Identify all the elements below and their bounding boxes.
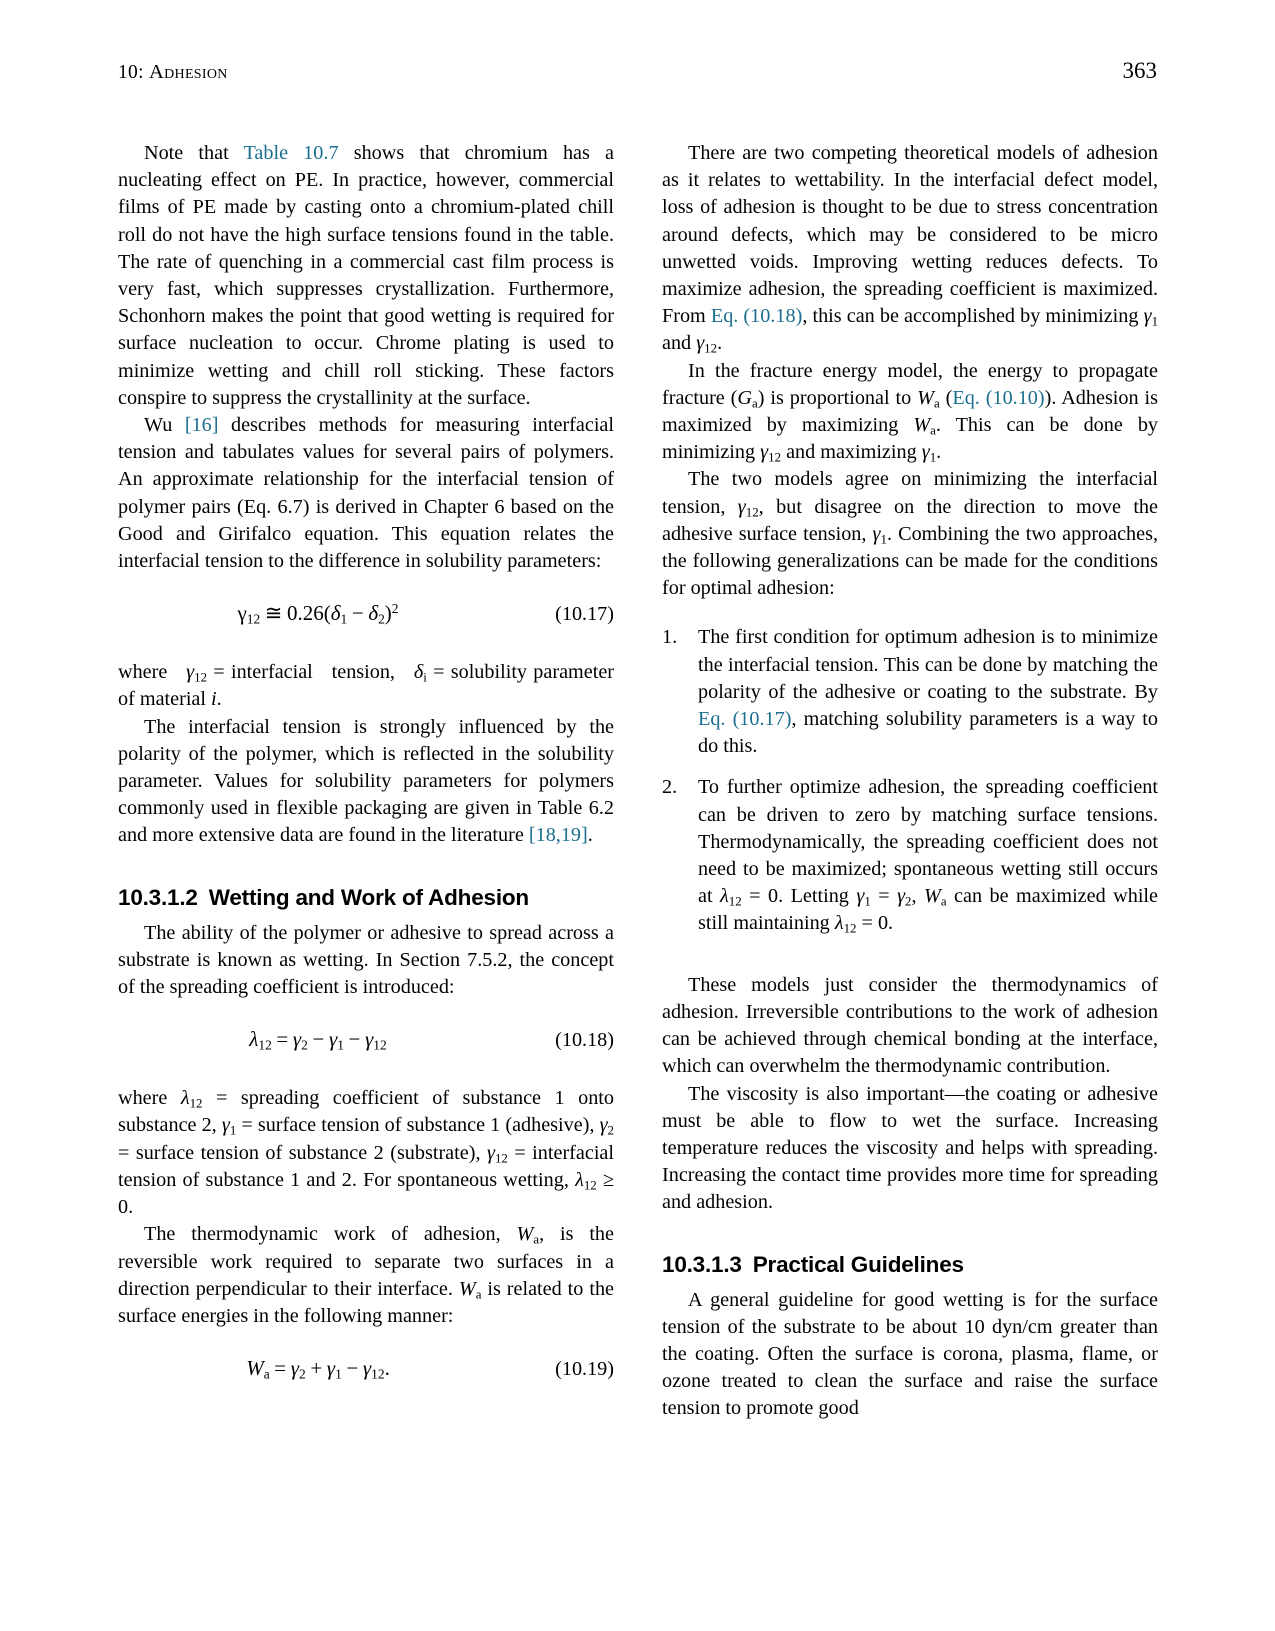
list-item: 2. To further optimize adhesion, the spreading coefficient can be driven to zero by matching surface tensions. Thermodynamically, the spreading coefficient does not need to be maximized; spontaneous wetting still occurs at $\lambda_{12} = 0$. Letting $\gamma_1 = \gamma_2$, $W_a$ can be maximized while still maintaining $\lambda_{12} = 0$.	[662, 776, 1158, 936]
column-right	[662, 140, 1158, 1423]
paragraph-practical-guideline: A general guideline for good wetting is for the surface tension of the substrate to be about 10 dyn/cm greater than the coating. Often the surface is corona, plasma, flame, or ozone treated to clean the surface and raise the surface tension to promote good	[662, 1288, 1158, 1420]
paragraph-wu-interfacial-tension	[118, 412, 614, 575]
paragraph-chromium-nucleation	[118, 140, 614, 412]
optimal-adhesion-conditions-list	[662, 624, 1158, 937]
paragraph-lead-text: Wu	[144, 414, 185, 437]
section-title: Wetting and Work of Adhesion	[208, 884, 529, 910]
paragraph-wetting-intro: The ability of the polymer or adhesive to spread across a substrate is known as wetting. In Section 7.5.2, the concept of the spreading coefficient is introduced:	[118, 921, 614, 999]
paragraph-fracture-energy-model: In the fracture energy model, the energy to propagate fracture $(G_a)$ is proportional to $W_a$ (Eq. (10.10)). Adhesion is maximized by maximizing $W_a$. This can be done by minimizing $\gamma_{12}$ and maximizing $\gamma_1$.	[662, 359, 1159, 465]
equation-10-18	[118, 1027, 614, 1061]
paragraph-lead-text: There are two competing theoretical models of adhesion as it relates to wettability. In the interfacial defect model, loss of adhesion is thought to be due to stress concentration around defects, which may be considered to be micro unwetted voids. Improving wetting reduces defects. To maximize adhesion, the spreading coefficient is maximized. From	[662, 142, 1158, 328]
running-head	[118, 58, 1157, 88]
equation-10-18-number: (10.18)	[555, 1029, 614, 1052]
paragraph-rest-text: describes methods for measuring interfacial tension and tabulates values for several pairs of polymers. An approximate relationship for the interfacial tension of polymer pairs (Eq. 6.7) is derived in Chapter 6 based on the Good and Girifalco equation. This equation relates the interfacial tension to the difference in solubility parameters:	[118, 414, 615, 573]
list-item-marker: 1.	[662, 626, 678, 649]
paragraph-models-agree: The two models agree on minimizing the interfacial tension, $\gamma_{12}$, but disagree on the direction to move the adhesive surface tension, $\gamma_1$. Combining the two approaches, the following generalizations can be made for the conditions for optimal adhesion:	[662, 468, 1159, 600]
crossref-table-10-7[interactable]: Table 10.7	[243, 142, 339, 164]
paragraph-where-definitions-1: where $\gamma_{12}$ = interfacial tension, $\delta_i$ = solubility parameter of material i.	[118, 661, 614, 711]
paragraph-polarity-solubility	[118, 714, 614, 850]
list-item-marker: 2.	[662, 776, 678, 799]
paragraph-lead-text: The interfacial tension is strongly influenced by the polarity of the polymer, which is reflected in the solubility parameter. Values for solubility parameters for polymers commonly used in flexible packaging are given in Table 6.2 and more extensive data are found in the literature	[118, 715, 614, 847]
paragraph-where-definitions-2: where $\lambda_{12}$ = spreading coefficient of substance 1 onto substance 2, $\gamma_1$ = surface tension of substance 1 (adhesive), $\gamma_2$ = surface tension of substance 2 (substrate), $\gamma_{12}$ = interfacial tension of substance 1 and 2. For spontaneous wetting, $\lambda_{12} \ge 0$.	[118, 1087, 614, 1219]
paragraph-rest-text: .	[587, 824, 593, 847]
equation-10-17	[118, 601, 614, 635]
running-head-chapter-number: 10:	[118, 62, 144, 83]
section-heading-10-3-1-2	[118, 884, 614, 912]
equation-10-19	[118, 1356, 614, 1390]
equation-10-19-body: $W_a = \gamma_2 + \gamma_1 - \gamma_{12}$.	[246, 1356, 390, 1382]
page-number: 363	[1122, 58, 1157, 83]
crossref-eq-10-17[interactable]: Eq. (10.17)	[698, 708, 792, 731]
two-column-body	[118, 140, 1158, 1423]
equation-10-17-body: $\gamma_{12}$ ≅ $0.26(\delta_1 - \delta_2)^2$	[237, 601, 399, 627]
crossref-citation-16[interactable]: [16]	[184, 414, 219, 437]
equation-10-18-body: $\lambda_{12} = \gamma_2 - \gamma_1 - \gamma_{12}$	[249, 1027, 387, 1053]
equation-10-19-number: (10.19)	[555, 1358, 614, 1381]
section-title: Practical Guidelines	[752, 1251, 964, 1277]
paragraph-lead-text: Note that	[144, 142, 244, 164]
running-head-title	[118, 61, 228, 84]
running-head-chapter-title: Adhesion	[149, 61, 228, 83]
equation-10-17-number: (10.17)	[555, 603, 614, 626]
column-left	[118, 140, 614, 1423]
paragraph-work-of-adhesion: The thermodynamic work of adhesion, $W_a$, is the reversible work required to separate two surfaces in a direction perpendicular to their interface. $W_a$ is related to the surface energies in the following manner:	[118, 1223, 614, 1327]
paragraph-rest-text: shows that chromium has a nucleating effect on PE. In practice, however, commercial films of PE made by casting onto a chromium-plated chill roll do not have the high surface tensions found in the table. The rate of quenching in a commercial cast film process is very fast, which suppresses crystallization. Furthermore, Schonhorn makes the point that good wetting is required for surface nucleation to occur. Chrome plating is used to minimize wetting and chill roll sticking. These factors conspire to suppress the crystallinity at the surface.	[118, 142, 614, 409]
section-number: 10.3.1.2	[118, 884, 198, 910]
list-item	[662, 624, 1158, 760]
list-spacer	[662, 952, 1158, 972]
section-heading-10-3-1-3	[662, 1251, 1158, 1279]
crossref-eq-10-18[interactable]: Eq. (10.18)	[710, 305, 803, 328]
list-item-rest-text: , matching solubility parameters is a way to do this.	[698, 708, 1158, 758]
list-item-lead-text: The first condition for optimum adhesion is to minimize the interfacial tension. This can be done by matching the polarity of the adhesive or coating to the substrate. By	[698, 626, 1158, 703]
crossref-eq-10-10[interactable]: Eq. (10.10)	[952, 386, 1045, 409]
section-number: 10.3.1.3	[662, 1251, 742, 1277]
paragraph-thermodynamics-only: These models just consider the thermodynamics of adhesion. Irreversible contributions to the work of adhesion can be achieved through chemical bonding at the interface, which can overwhelm the thermodynamic contribution.	[662, 973, 1158, 1078]
crossref-citation-18-19[interactable]: [18,19]	[528, 824, 588, 847]
paragraph-two-models: There are two competing theoretical models of adhesion as it relates to wettability. In the interfacial defect model, loss of adhesion is thought to be due to stress concentration around defects, which may be considered to be micro unwetted voids. Improving wetting reduces defects. To maximize adhesion, the spreading coefficient is maximized. From Eq. (10.18), this can be accomplished by minimizing $\gamma_1$ and $\gamma_{12}$.	[662, 142, 1159, 356]
paragraph-viscosity: The viscosity is also important—the coating or adhesive must be able to flow to wet the surface. Increasing temperature reduces the viscosity and helps with spreading. Increasing the contact time provides more time for spreading and adhesion.	[662, 1082, 1158, 1214]
